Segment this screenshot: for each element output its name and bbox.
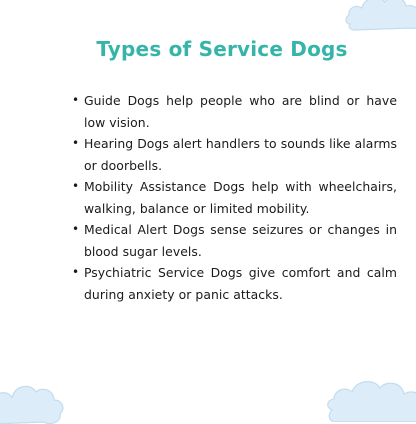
list-item bbox=[72, 90, 397, 133]
list-item bbox=[72, 133, 397, 176]
list-item bbox=[72, 219, 397, 262]
bullet-icon: • bbox=[72, 93, 80, 107]
list-item bbox=[72, 176, 397, 219]
list-item bbox=[72, 262, 397, 305]
list-item-text: Medical Alert Dogs sense seizures or changes in blood sugar levels. bbox=[84, 222, 397, 259]
cloud-top-right-decoration bbox=[344, 0, 416, 40]
list-item-text: Guide Dogs help people who are blind or have low vision. bbox=[84, 93, 397, 130]
bullet-icon: • bbox=[72, 265, 80, 279]
service-dog-list bbox=[72, 90, 397, 305]
bullet-icon: • bbox=[72, 179, 80, 193]
page-title: Types of Service Dogs bbox=[96, 37, 348, 61]
bullet-icon: • bbox=[72, 222, 80, 236]
bullet-icon: • bbox=[72, 136, 80, 150]
list-item-text: Hearing Dogs alert handlers to sounds like alarms or doorbells. bbox=[84, 136, 397, 173]
list-item-text: Psychiatric Service Dogs give comfort and calm during anxiety or panic attacks. bbox=[84, 265, 397, 302]
cloud-bottom-right-decoration bbox=[324, 370, 416, 422]
list-item-text: Mobility Assistance Dogs help with wheelchairs, walking, balance or limited mobility. bbox=[84, 179, 397, 216]
